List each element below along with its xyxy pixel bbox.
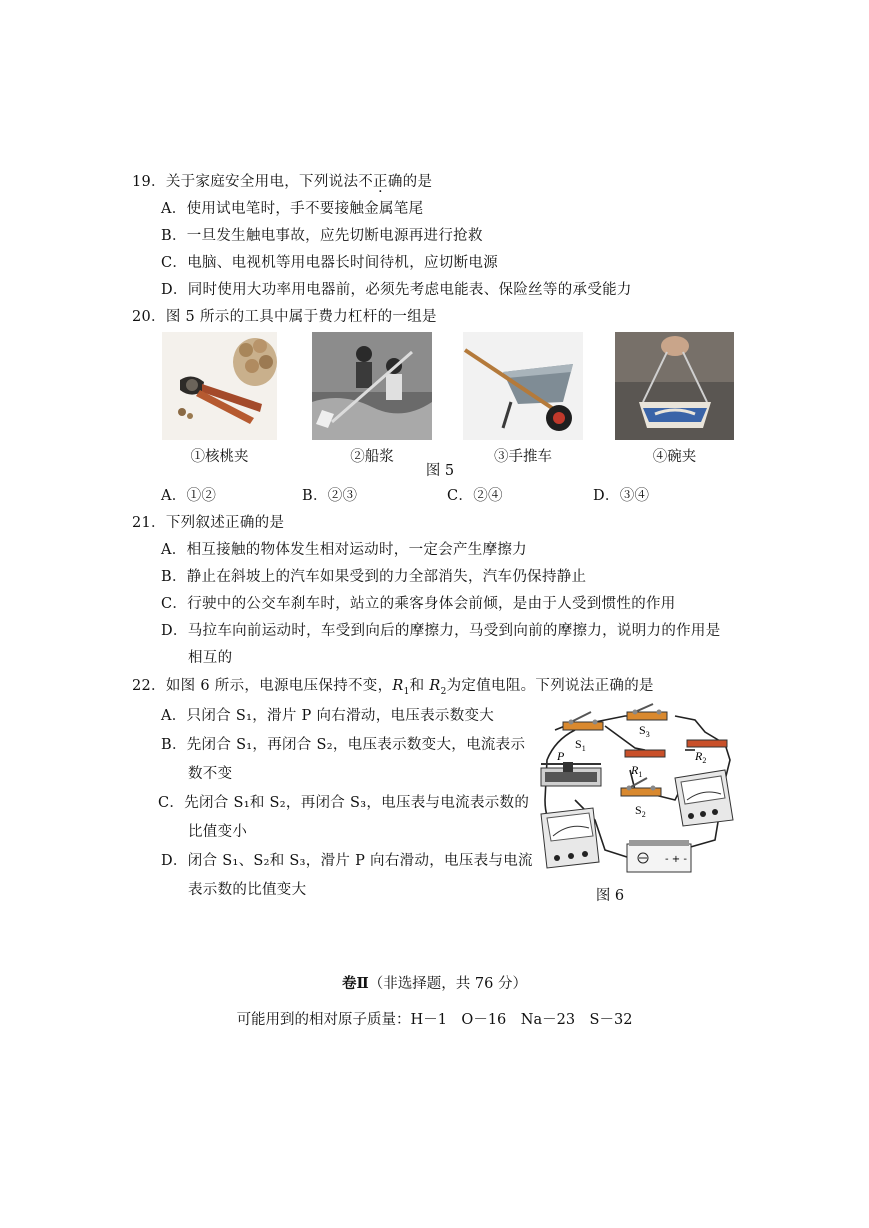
q19-stem-pre: 19．关于家庭安全用电，下列说法 (132, 174, 359, 190)
q20-option-b: B．②③ (302, 488, 358, 504)
meter-right (675, 770, 733, 826)
q21-option-c: C．行驶中的公交车刹车时，站立的乘客身体会前倾，是由于人受到惯性的作用 (161, 596, 676, 612)
q22-stem-b: 和 (409, 678, 430, 694)
meter-left (541, 808, 599, 868)
q21-stem: 21．下列叙述正确的是 (132, 515, 285, 531)
q19-option-b: B．一旦发生触电事故，应先切断电源再进行抢救 (161, 228, 483, 244)
q19-stem-emphasis: 不正确 (358, 174, 403, 190)
q22-option-d: D．闭合 S₁、S₂和 S₃，滑片 P 向右滑动，电压表与电流 (161, 853, 533, 869)
bowl-clamp-image (615, 332, 734, 440)
image-label-4: ④碗夹 (652, 449, 697, 465)
label-r2: $R_2$ (695, 749, 707, 765)
q21-option-a: A．相互接触的物体发生相对运动时，一定会产生摩擦力 (161, 542, 527, 558)
circuit-diagram (535, 700, 745, 882)
label-r1: $R_1$ (631, 763, 643, 779)
q20-stem: 20．图 5 所示的工具中属于费力杠杆的一组是 (132, 309, 437, 325)
label-s2: $S_2$ (635, 803, 646, 819)
image-label-1: ①核桃夹 (190, 449, 249, 465)
q19-option-c: C．电脑、电视机等用电器长时间待机，应切断电源 (161, 255, 498, 271)
q19-stem-post: 的是 (402, 174, 433, 190)
q20-option-a: A．①② (161, 488, 217, 504)
part2-title-bold: 卷Ⅱ (342, 975, 369, 992)
battery-box (627, 840, 691, 872)
rheostat (541, 762, 601, 786)
part2-title (0, 974, 869, 994)
q22-r1-sub: 1 (403, 686, 410, 697)
q22-stem-c: 为定值电阻。下列说法正确的是 (446, 678, 654, 694)
figure-5-caption: 图 5 (425, 463, 455, 479)
atomic-masses: 可能用到的相对原子质量：H－1 O－16 Na－23 S－32 (236, 1012, 633, 1028)
q22-stem (132, 676, 654, 702)
q22-option-c-cont: 比值变小 (188, 824, 248, 840)
q22-option-b-cont: 数不变 (188, 766, 233, 782)
label-s3: $S_3$ (639, 723, 650, 739)
q19-stem (132, 172, 432, 192)
q21-option-d: D．马拉车向前运动时，车受到向后的摩擦力，马受到向前的摩擦力，说明力的作用是 (161, 623, 721, 639)
q22-stem-a: 22．如图 6 所示，电源电压保持不变， (132, 678, 393, 694)
switch-s1 (563, 712, 603, 730)
q21-option-d-cont: 相互的 (188, 650, 233, 666)
q19-option-d: D．同时使用大功率用电器前，必须先考虑电能表、保险丝等的承受能力 (161, 282, 632, 298)
q19-option-a: A．使用试电笔时，手不要接触金属笔尾 (161, 201, 424, 217)
switch-s2 (621, 778, 661, 796)
image-label-2: ②船浆 (350, 449, 394, 465)
label-p: P (557, 749, 565, 763)
image-label-3: ③手推车 (494, 449, 552, 465)
q22-option-b: B．先闭合 S₁，再闭合 S₂，电压表示数变大，电流表示 (161, 737, 526, 753)
wheelbarrow-image (463, 332, 583, 440)
figure-6-caption: 图 6 (595, 888, 625, 904)
label-s1: $S_1$ (575, 737, 586, 753)
q22-option-d-cont: 表示数的比值变大 (188, 882, 307, 898)
resistor-r2 (687, 740, 727, 747)
q22-r2: R (429, 678, 441, 694)
part2-title-rest: （非选择题，共 76 分） (368, 976, 527, 992)
q20-option-c: C．②④ (447, 488, 503, 504)
q20-option-d: D．③④ (593, 488, 650, 504)
svg-text:- + -: - + - (665, 854, 687, 865)
q22-option-c: C．先闭合 S₁和 S₂，再闭合 S₃，电压表与电流表示数的 (158, 795, 530, 811)
q22-r2-sub: 2 (440, 686, 447, 697)
switch-s3 (627, 704, 667, 720)
q21-option-b: B．静止在斜坡上的汽车如果受到的力全部消失，汽车仍保持静止 (161, 569, 587, 585)
q22-r1: R (392, 678, 404, 694)
nutcracker-image (162, 332, 277, 440)
q22-option-a: A．只闭合 S₁，滑片 P 向右滑动，电压表示数变大 (161, 708, 495, 724)
resistor-r1 (625, 750, 665, 757)
rowing-paddle-image (312, 332, 432, 440)
